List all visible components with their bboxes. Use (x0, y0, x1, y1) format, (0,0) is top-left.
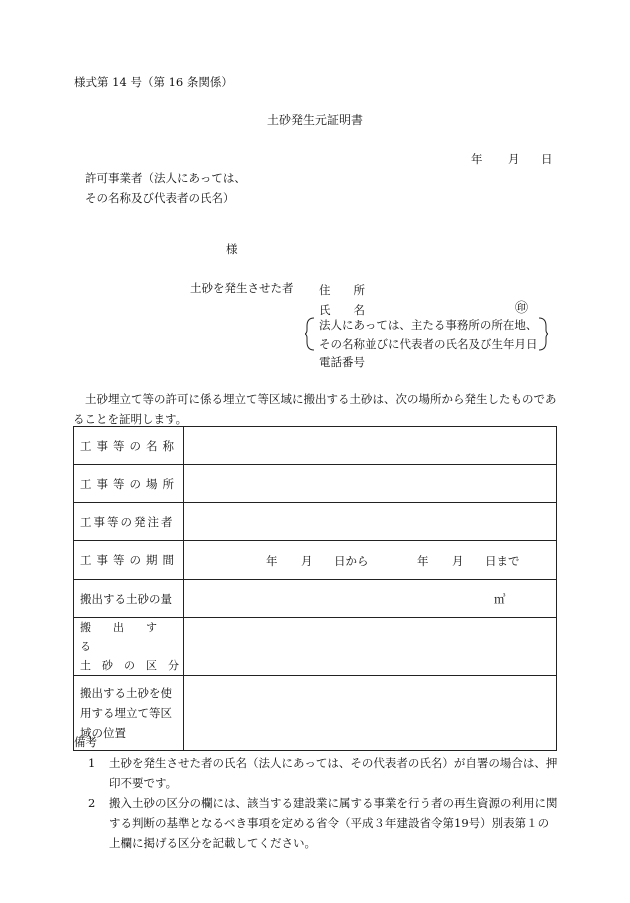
issuer-phone-label: 電話番号 (319, 355, 365, 369)
date-year: 年 (471, 152, 483, 166)
corporate-note-line-1: 法人にあっては、主たる事務所の所在地、 (319, 318, 538, 332)
remark-number-2: 2 (88, 796, 96, 810)
remark-number-1: 1 (88, 756, 96, 770)
certification-statement (73, 389, 558, 429)
remark-text-1: 土砂を発生させた者の氏名（法人にあっては、その代表者の氏名）が自署の場合は、押印不要です。 (109, 756, 558, 790)
table-row (74, 580, 557, 618)
document-title: 土砂発生元証明書 (266, 113, 363, 127)
label-work-location: 工事等の場所 (74, 465, 184, 503)
label-work-client: 工事等の発注者 (74, 503, 184, 541)
table-row (74, 465, 557, 503)
recipient-block (85, 168, 246, 208)
table-row (74, 503, 557, 541)
issuer-label: 土砂を発生させた者 (190, 281, 294, 295)
volume-unit: ㎥ (494, 592, 506, 606)
period-to-month: 月 (452, 554, 464, 568)
recipient-honorific: 様 (226, 242, 238, 256)
value-soil-category[interactable] (184, 618, 557, 676)
value-soil-volume[interactable] (184, 580, 557, 618)
label-work-name: 工事等の名称 (74, 427, 184, 465)
remark-text-2: 搬入土砂の区分の欄には、該当する建設業に属する事業を行う者の再生資源の利用に関する判断の基準となるべき事項を定める省令（平成３年建設省令第19号）別表第１の上欄に掲げる区分を記載してください。 (109, 796, 558, 850)
corporate-note (319, 316, 538, 353)
recipient-line-1: 許可事業者（法人にあっては、 (85, 171, 246, 185)
label-work-period: 工事等の期間 (74, 541, 184, 580)
period-from-year: 年 (266, 554, 278, 568)
label-landfill-location: 搬出する土砂を使用する埋立て等区域の位置 (74, 676, 184, 751)
issuer-fields (319, 280, 365, 320)
table-row (74, 618, 557, 676)
table-row (74, 676, 557, 751)
seal-mark: ㊞ (515, 301, 529, 316)
table-row (74, 427, 557, 465)
period-from-month: 月 (301, 554, 313, 568)
period-to-day: 日まで (485, 554, 520, 568)
date-month: 月 (508, 152, 520, 166)
remark-item-2 (88, 793, 558, 853)
period-to-year: 年 (417, 554, 429, 568)
recipient-line-2: その名称及び代表者の氏名） (85, 191, 235, 205)
label-soil-volume: 搬出する土砂の量 (74, 580, 184, 618)
form-number: 様式第 14 号（第 16 条関係） (74, 75, 233, 89)
details-table (73, 426, 557, 751)
value-work-location[interactable] (184, 465, 557, 503)
value-work-period[interactable] (184, 541, 557, 580)
value-work-client[interactable] (184, 503, 557, 541)
issuer-name-label: 氏 名 (319, 303, 365, 317)
label-soil-category: 搬 出 す る 土 砂 の 区 分 (74, 618, 184, 676)
issuer-address-label: 住 所 (319, 283, 365, 297)
remarks-heading: 備考 (74, 735, 97, 749)
value-work-name[interactable] (184, 427, 557, 465)
table-row (74, 541, 557, 580)
statement-text: 土砂埋立て等の許可に係る埋立て等区域に搬出する土砂は、次の場所から発生したものであることを証明します。 (73, 392, 557, 426)
date-day: 日 (541, 152, 553, 166)
period-from-day: 日から (334, 554, 369, 568)
value-landfill-location[interactable] (184, 676, 557, 751)
remark-item-1 (88, 753, 558, 793)
corporate-note-line-2: その名称並びに代表者の氏名及び生年月日 (319, 336, 538, 351)
